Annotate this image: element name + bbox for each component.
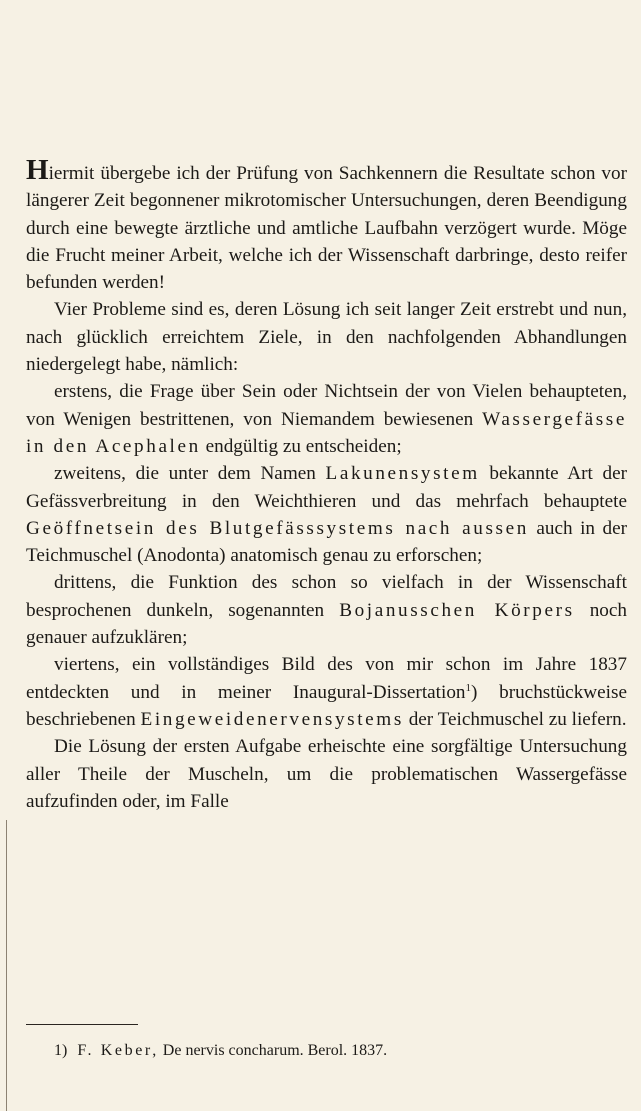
second-emphasis-2: Geöffnetsein des Blutgefässsystems nach aussen xyxy=(26,517,529,539)
paragraph-second xyxy=(26,460,627,569)
paragraph-intro xyxy=(26,154,627,296)
footnote xyxy=(54,1040,614,1062)
third-emphasis: Bojanusschen Körpers xyxy=(339,599,575,621)
second-text-c: bekannte Art der Gefässverbreitung in den Weichthieren und das mehrfach behauptete xyxy=(26,463,627,512)
second-emphasis-1: Lakunensystem xyxy=(325,463,480,485)
intro-text: iermit übergebe ich der Prüfung von Sachkennern die Resultate schon vor längerer Zeit begonnener mikrotomischer Untersuchungen, deren Beendigung durch eine bewegte ärztliche und amtliche Laufbahn verzögert wurde. Möge die Frucht meiner Arbeit, welche ich der Wissenschaft darbringe, desto reifer befunden werden! xyxy=(26,163,627,294)
second-text-e: auch in der Teichmuschel (Anodonta) anatomisch genau zu erforschen; xyxy=(26,517,627,567)
fourth-emphasis: Eingeweidenervensystems xyxy=(140,708,404,730)
fourth-text-b: ) bruchstückweise beschriebenen xyxy=(26,681,627,730)
page-edge-line xyxy=(6,820,7,1111)
footnote-author: F. Keber, xyxy=(77,1042,159,1059)
first-text-a: erstens, die Frage über Sein oder Nichtsein der von Vielen behaupteten, von Wenigen bestrittenen, von Niemandem bewiesenen xyxy=(26,381,627,430)
third-text-c: noch genauer aufzuklären; xyxy=(26,599,627,649)
fourth-text-d: der Teichmuschel zu liefern. xyxy=(403,708,627,730)
third-text-a: drittens, die Funktion des schon so vielfach in der Wissenschaft besprochenen dunkeln, sogenannten xyxy=(26,572,627,621)
document-body xyxy=(26,154,627,815)
footnote-divider xyxy=(26,1024,138,1025)
paragraph-problems: Vier Probleme sind es, deren Lösung ich seit langer Zeit erstrebt und nun, nach glücklich erreichtem Ziele, in den nachfolgenden Abhandlungen niedergelegt habe, nämlich: xyxy=(26,299,627,376)
paragraph-third xyxy=(26,569,627,651)
first-emphasis: Wassergefässe in den Acephalen xyxy=(26,408,627,457)
footnote-number: 1) xyxy=(54,1042,68,1059)
footnote-citation: De nervis concharum. Berol. 1837. xyxy=(162,1042,388,1059)
first-text-c: endgültig zu entscheiden; xyxy=(200,435,402,457)
paragraph-first xyxy=(26,378,627,460)
footnote-marker: 1 xyxy=(465,681,472,694)
fourth-text-a: viertens, ein vollständiges Bild des von mir schon im Jahre 1837 entdeckten und in meiner Inaugural-Dissertation xyxy=(26,654,627,703)
second-text-a: zweitens, die unter dem Namen xyxy=(54,463,326,485)
paragraph-fourth xyxy=(26,651,627,733)
paragraph-solution: Die Lösung der ersten Aufgabe erheischte eine sorgfältige Untersuchung aller Theile der Muscheln, um die problematischen Wassergefässe aufzufinden oder, im Falle xyxy=(26,736,627,812)
initial-letter: H xyxy=(26,154,49,186)
